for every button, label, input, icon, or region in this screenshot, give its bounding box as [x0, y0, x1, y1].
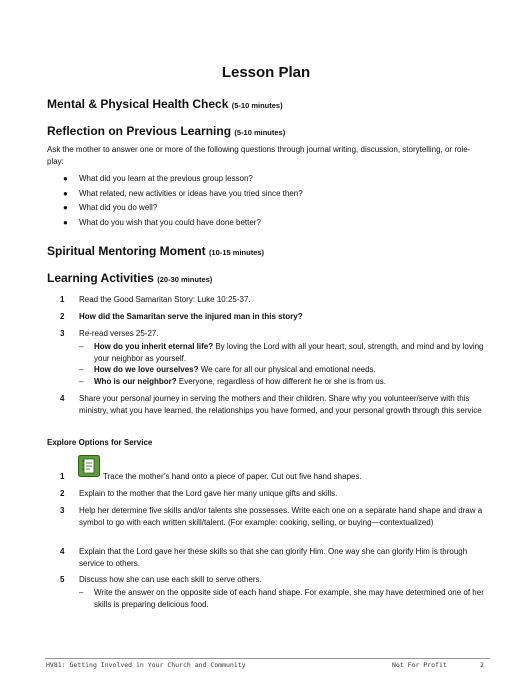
activity-item-1: Read the Good Samaritan Story: Luke 10:25-37. — [79, 295, 251, 304]
bullet-icon: ● — [63, 174, 68, 183]
heading-health-check-duration: (5-10 minutes) — [231, 101, 283, 110]
dash-icon: – — [79, 342, 84, 351]
footer-course-title: HV81: Getting Involved in Your Church and Community — [46, 661, 246, 669]
subitem-question: How do you inherit eternal life? — [94, 342, 214, 351]
heading-mentoring-duration: (10-15 minutes) — [209, 248, 265, 257]
heading-reflection-duration: (5-10 minutes) — [234, 128, 286, 137]
explore-item-1: Trace the mother’s hand onto a piece of paper. Cut out five hand shapes. — [103, 472, 362, 481]
footer-divider — [45, 658, 490, 659]
bullet-icon: ● — [63, 188, 68, 198]
subitem-answer: Everyone, regardless of how different he or she is from us. — [176, 377, 386, 386]
heading-explore: Explore Options for Service — [47, 438, 153, 447]
heading-health-check — [47, 97, 283, 111]
dash-icon: – — [79, 377, 84, 386]
explore-item-2: Explain to the mother that the Lord gave her many unique gifts and skills. — [79, 489, 338, 498]
heading-activities — [47, 271, 212, 285]
activity-item-3: Re-read verses 25-27. — [79, 329, 159, 338]
heading-reflection-text: Reflection on Previous Learning — [47, 124, 232, 138]
bullet-text: What do you wish that you could have done better? — [79, 217, 261, 227]
activity-subitem — [79, 341, 489, 364]
explore-number: 5 — [60, 575, 65, 584]
bullet-text: What did you learn at the previous group lesson? — [79, 174, 253, 183]
explore-number: 2 — [60, 489, 65, 498]
activity-number: 1 — [60, 295, 65, 304]
list-item — [60, 172, 480, 187]
heading-reflection — [47, 124, 285, 138]
bullet-text: What did you do well? — [79, 203, 158, 213]
list-item — [60, 201, 480, 216]
list-item — [60, 216, 480, 231]
explore-number: 3 — [60, 506, 65, 515]
subitem-question: Who is our neighbor? — [94, 377, 177, 386]
bullet-icon: ● — [63, 203, 68, 213]
explore-number: 4 — [60, 547, 65, 556]
explore-subitem — [79, 587, 489, 610]
activity-number: 3 — [60, 329, 65, 338]
explore-subitem-text: Write the answer on the opposite side of each hand shape. For example, she may have determined one of her skills is preparing delicious food. — [94, 588, 484, 609]
explore-number: 1 — [60, 472, 65, 481]
reflection-bullet-list — [60, 172, 480, 230]
heading-mentoring-text: Spiritual Mentoring Moment — [47, 244, 206, 258]
heading-activities-duration: (20-30 minutes) — [157, 275, 213, 284]
subitem-answer: By loving the Lord with all your heart, soul, strength, and mind and by loving your neighbor as yourself. — [94, 342, 484, 363]
activity-subitem — [79, 376, 489, 388]
list-item — [60, 187, 480, 202]
footer-page-number: 2 — [480, 661, 484, 669]
heading-health-check-text: Mental & Physical Health Check — [47, 97, 229, 111]
reflection-intro: Ask the mother to answer one or more of the following questions through journal writing, discussion, storytelling, or role-play: — [47, 145, 471, 166]
activity-subitem — [79, 364, 489, 376]
activity-item-2: How did the Samaritan serve the injured man in this story? — [79, 312, 303, 321]
activity-number: 4 — [60, 394, 65, 403]
bullet-icon: ● — [63, 217, 68, 227]
bullet-text: What related, new activities or ideas have you tried since then? — [79, 188, 303, 198]
explore-item-4: Explain that the Lord gave her these skills so that she can glorify Him. One way she can glorify Him is through service to others. — [79, 547, 468, 568]
heading-mentoring — [47, 244, 264, 258]
subitem-answer: We care for all our physical and emotional needs. — [198, 365, 376, 374]
explore-item-3: Help her determine five skills and/or talents she possesses. Write each one on a separate hand shape and draw a symbol to go with each written skill/talent. (For example: cooking, selling, or buying—contextualized) — [79, 506, 483, 527]
dash-icon: – — [79, 588, 84, 597]
activity-item-4: Share your personal journey in serving the mothers and their children. Share why you volunteer/serve with this ministry, what you have learned, the relationships you have formed, and your personal growth through this service — [79, 394, 482, 415]
explore-item-5: Discuss how she can use each skill to serve others. — [79, 575, 262, 584]
heading-activities-text: Learning Activities — [47, 271, 154, 285]
footer-not-for-profit: Not For Profit — [392, 661, 447, 669]
journal-icon — [78, 455, 100, 477]
page-title: Lesson Plan — [221, 64, 311, 81]
subitem-question: How do we love ourselves? — [94, 365, 199, 374]
activity-number: 2 — [60, 312, 65, 321]
dash-icon: – — [79, 365, 84, 374]
